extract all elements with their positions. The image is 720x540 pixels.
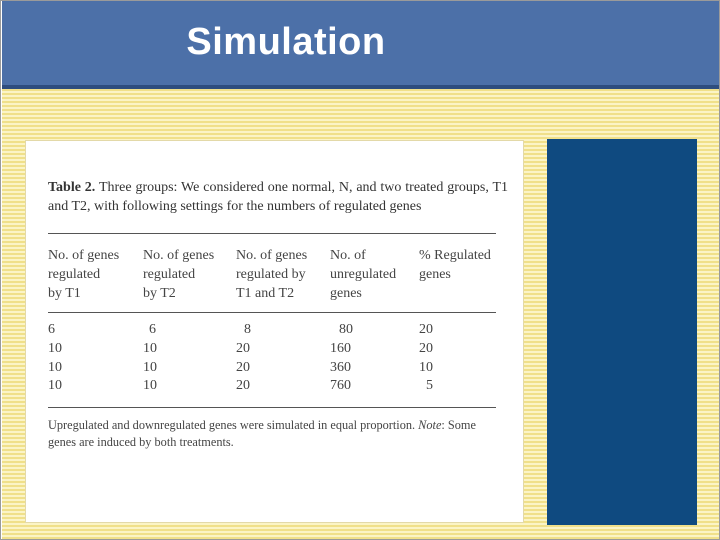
table-cell: 10 <box>419 360 433 375</box>
table-cell: 10 <box>143 341 157 356</box>
table-cell: 5 <box>426 378 433 393</box>
table-caption-text: Three groups: We considered one normal, N, and two treated groups, T1 and T2, with following settings for the numbers of regulated genes <box>48 180 508 214</box>
table-cell: 10 <box>143 378 157 393</box>
column-header-line: genes <box>419 267 451 282</box>
column-header-line: unregulated <box>330 267 397 282</box>
table-cell: 6 <box>149 322 156 337</box>
table-row <box>26 378 523 396</box>
table-row <box>26 341 523 359</box>
table-cell: 10 <box>48 360 62 375</box>
footnote-text: Upregulated and downregulated genes were simulated in equal proportion. <box>48 418 416 432</box>
column-header-line: No. of genes <box>236 248 308 263</box>
column-header-line: No. of <box>330 248 366 263</box>
column-header <box>236 246 307 303</box>
table-cell: 20 <box>236 341 250 356</box>
table-cell: 20 <box>419 322 433 337</box>
table-cell: 10 <box>48 378 62 393</box>
table-cell: 6 <box>48 322 55 337</box>
column-header-line: regulated by <box>236 267 306 282</box>
column-header-line: T1 and T2 <box>236 286 295 301</box>
table-cell: 8 <box>244 322 251 337</box>
table-cell: 160 <box>330 341 351 356</box>
table-cell: 20 <box>236 360 250 375</box>
table-bottom-rule <box>48 407 496 408</box>
column-header-line: regulated <box>143 267 196 282</box>
column-header-line: by T1 <box>48 286 81 301</box>
title-bar <box>2 1 720 89</box>
table-top-rule <box>48 233 496 234</box>
column-header-line: regulated <box>48 267 101 282</box>
table-cell: 760 <box>330 378 351 393</box>
column-header-line: No. of genes <box>48 248 120 263</box>
table-row <box>26 360 523 378</box>
slide-title: Simulation <box>186 21 386 63</box>
column-header <box>419 246 491 284</box>
footnote-note-label: Note <box>418 418 442 432</box>
column-header <box>143 246 214 303</box>
footnote-note-text: : Some genes are induced by both treatments. <box>48 418 476 449</box>
table-caption-label: Table 2. <box>48 180 96 195</box>
table-cell: 360 <box>330 360 351 375</box>
side-panel <box>547 139 697 525</box>
table-header-rule <box>48 312 496 313</box>
table-cell: 10 <box>143 360 157 375</box>
table-cell: 20 <box>236 378 250 393</box>
table-cell: 20 <box>419 341 433 356</box>
table-row <box>26 322 523 340</box>
column-header-line: genes <box>330 286 362 301</box>
column-header-line: % Regulated <box>419 248 491 263</box>
column-header <box>330 246 396 303</box>
column-header-line: by T2 <box>143 286 176 301</box>
table-cell: 80 <box>339 322 353 337</box>
column-header-line: No. of genes <box>143 248 215 263</box>
table-caption <box>48 178 508 216</box>
table-cell: 10 <box>48 341 62 356</box>
table-footnote <box>48 417 504 451</box>
column-header <box>48 246 119 303</box>
table-card <box>25 140 524 523</box>
